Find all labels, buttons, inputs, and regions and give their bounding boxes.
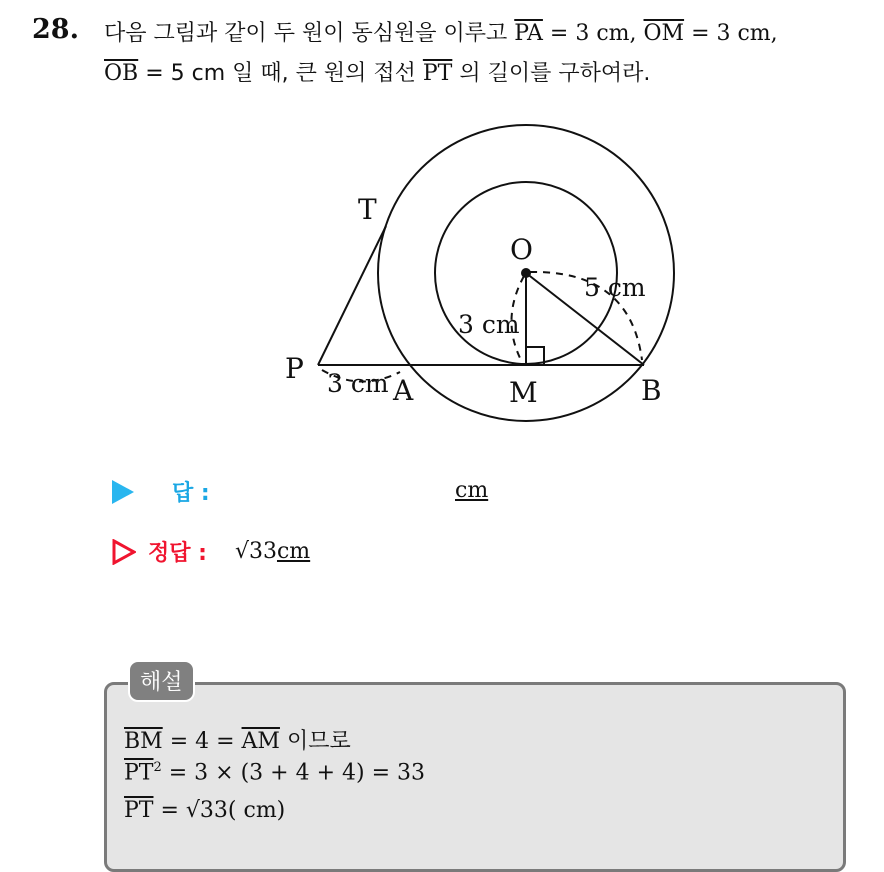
answer-unit: cm (455, 478, 489, 503)
label-o: O (510, 233, 533, 266)
solution-text: = 3 × (3 + 4 + 4) = 33 (161, 760, 426, 786)
solution-tag: 해설 (128, 660, 195, 702)
segment-pt: $\overline{PT}$ (124, 798, 154, 823)
segment-bm: $\overline{BM}$ (124, 729, 163, 754)
question-text: 다음 그림과 같이 두 원이 동심원을 이루고 (104, 21, 515, 46)
answer-marker-icon (112, 480, 134, 504)
segment-pt: $\overline{PT}$ (422, 61, 453, 86)
center-point-o (521, 268, 531, 278)
solution-text: = √33( cm) (153, 798, 286, 823)
question-text: = 5 cm 일 때, 큰 원의 접선 (138, 61, 423, 86)
correct-answer-value (235, 539, 310, 564)
solution-text: 이므로 (279, 729, 351, 754)
label-m: M (509, 376, 538, 409)
answer-label: 답 : (172, 481, 210, 506)
label-t: T (358, 193, 377, 226)
correct-value-unit: cm (276, 539, 311, 564)
segment-am: $\overline{AM}$ (241, 729, 280, 754)
tangent-pt (318, 226, 386, 365)
correct-value-number: √33 (234, 539, 277, 564)
segment-ob: $\overline{OB}$ (104, 61, 139, 86)
correct-answer-label: 정답 : (148, 541, 207, 566)
question-text: = 3 cm, (542, 21, 644, 46)
label-p: P (285, 352, 304, 385)
solution-text: = 4 = (162, 729, 242, 754)
answer-row (112, 476, 210, 507)
solution-line-1 (124, 724, 351, 755)
correct-answer-row (112, 536, 310, 567)
segment-pt: $\overline{PT}$ (124, 760, 154, 786)
segment-pa: $\overline{PA}$ (514, 21, 543, 46)
label-a: A (393, 374, 414, 407)
exponent: 2 (153, 760, 162, 775)
question-text: = 3 cm, (684, 21, 778, 46)
label-om-length: 3 cm (458, 310, 520, 339)
question-text: 의 길이를 구하여라. (452, 61, 651, 86)
segment-om: $\overline{OM}$ (643, 21, 685, 46)
label-ob-length: 5 cm (584, 273, 646, 302)
question-number: 28. (32, 14, 79, 45)
label-b: B (641, 374, 662, 407)
solution-line-2 (124, 760, 425, 785)
correct-marker-icon (112, 539, 136, 565)
solution-line-3 (124, 798, 285, 823)
label-pa-length: 3 cm (327, 369, 389, 398)
